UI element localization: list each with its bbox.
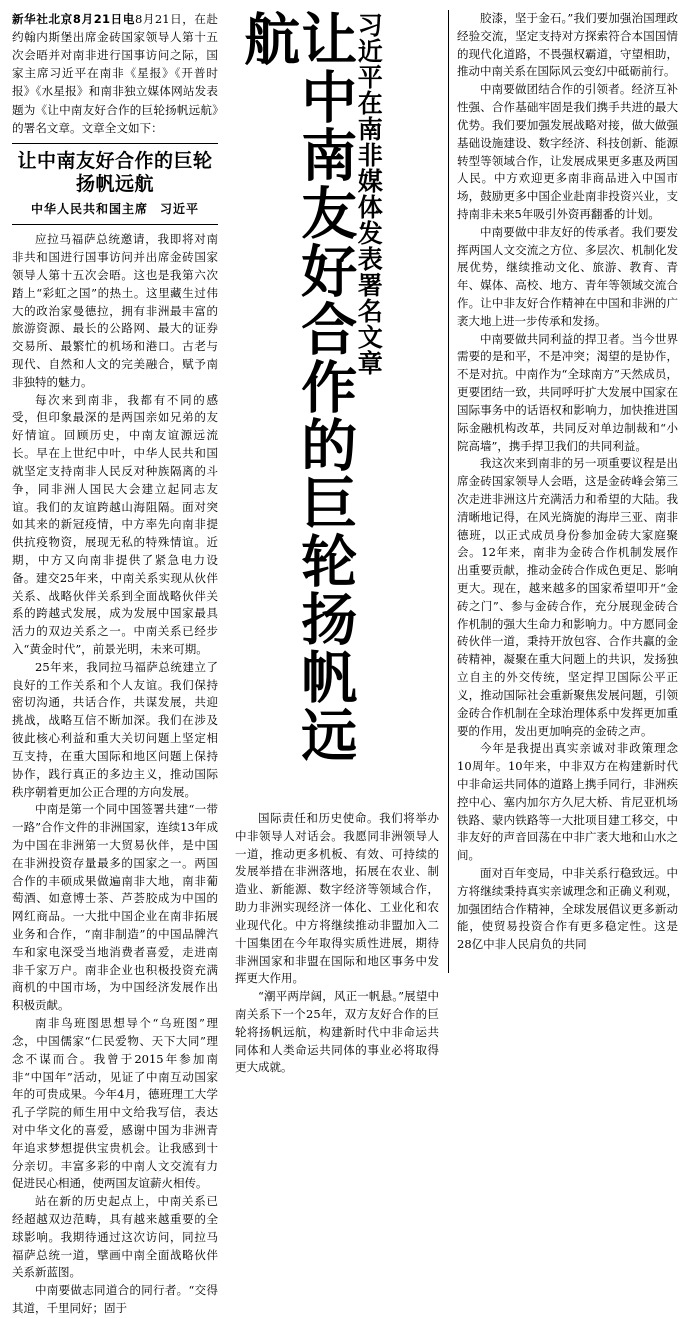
vertical-headline-sub: 习近平在南非媒体发表署名文章 [354,12,384,376]
column-left [12,10,226,1316]
column-middle-body [235,810,439,1075]
paragraph: 中南要做中非友好的传承者。我们要发挥两国人文交流之方位、多层次、机制化发展优势，继续推动文化、旅游、教育、青年、媒体、高校、地方、青年等领域交流合作。让中非友好合作精神在中国和非洲的广袤大地上进一步传承和发扬。 [457,224,678,328]
paragraph: 面对百年变局，中非关系行稳致远。中方将继续秉持真实亲诚理念和正确义利观，加强团结合作精神，全球发展倡议更多新动能，使贸易投资合作有更多稳定性。这是28亿中非人民肩负的共同 [457,866,678,952]
byline-name: 习近平 [160,202,200,217]
byline-org: 中华人民共和国主席 [30,202,148,217]
lede-text: 8月21日，在赴约翰内斯堡出席金砖国家领导人第十五次会晤并对南非进行国事访问之际，国家主席习近平在南非《星报》《开普时报》《水星报》和南非独立媒体网站发表题为《让中南友好合作的巨轮扬帆远航》的署名文章。文章全文如下： [12,12,218,135]
paragraph: “潮平两岸阔，风正一帆悬。”展望中南关系下一个25年，双方友好合作的巨轮将扬帆远航，构建新时代中非命运共同体和人类命运共同体的事业必将取得更大成就。 [235,989,439,1075]
byline [12,200,218,217]
paragraph: 中南要做志同道合的同行者。“交得其道，千里同好；固于 [12,1283,218,1316]
paragraph: 25年来，我同拉马福萨总统建立了良好的工作关系和个人友谊。我们保持密切沟通，共话合作，共谋发展，共迎挑战，战略互信不断加深。我们在涉及彼此核心利益和重大关切问题上坚定相互支持，在重大国际和地区问题上保持协作，践行真正的多边主义，推动国际秩序朝着更加公正合理的方向发展。 [12,659,218,799]
paragraph: 站在新的历史起点上，中南关系已经超越双边范畴，具有越来越重要的全球影响。我期待通过这次访问，同拉马福萨总统一道，擘画中南全面战略伙伴关系新蓝图。 [12,1194,218,1280]
paragraph: 我这次来到南非的另一项重要议程是出席金砖国家领导人会晤，这是金砖峰会第三次走进非洲这片充满活力和希望的大陆。我清晰地记得，在风光旖旎的海岸三亚、南非德班，以正式成员身份参加金砖大家庭聚会。12年来，南非为金砖合作机制发展作出重要贡献，推动金砖合作成色更足、影响更大。现在，越来越多的国家希望叩开“金砖之门”、参与金砖合作，充分展现金砖合作机制的强大生命力和影响力。中方愿同金砖伙伴一道，秉持开放包容、合作共赢的金砖精神，凝聚在重大问题上的共识，发扬独立自主的外交传统，坚定捍卫国际公平正义，推动国际社会重新聚焦发展问题，引领金砖合作机制在全球治理体系中发挥更加重要的作用，发出更加响亮的金砖之声。 [457,456,678,738]
paragraph: 国际责任和历史使命。我们将举办中非领导人对话会。我愿同非洲领导人一道，推动更多机板、有效、可持续的发展举措在非洲落地，拓展在农业、制造业、新能源、数字经济等领域合作，助力非洲实现经济一体化、工业化和农业现代化。中方将继续推动非盟加入二十国集团在今年取得实质性进展，期待非洲国家和非盟在国际和地区事务中发挥更大作用。 [235,811,439,986]
column-right-body [457,10,678,954]
dateline: 新华社北京8月21日电 [12,12,135,26]
page-title: 让中南友好合作的巨轮扬帆远航 [17,149,213,195]
column-left-body [12,231,218,1318]
column-middle [226,10,448,1075]
paragraph: 中南要做团结合作的引领者。经济互补性强、合作基础牢固是我们携手共进的最大优势。我们要加强发展战略对接，做大做强基础设施建设、数字经济、科技创新、能源转型等领域合作，让发展成果更多惠及两国人民。中方欢迎更多南非商品进入中国市场，鼓励更多中国企业赴南非投资兴业，支持南非未来5年吸引外资再翻番的计划。 [457,82,678,221]
lede-paragraph [12,10,218,137]
headline-zone [12,143,218,226]
vertical-headline-main: 让中南友好合作的巨轮扬帆远航 [235,10,358,764]
paragraph: 今年是我提出真实亲诚对非政策理念10周年。10年来，中非双方在构建新时代中非命运共同体的道路上携手同行，非洲疾控中心、塞内加尔方久尼大桥、肯尼亚机场铁路、蒙内铁路等一大批项目建工移交，中非友好的声音回荡在中非广袤大地和山水之间。 [457,741,678,863]
paragraph: 应拉马福萨总统邀请，我即将对南非共和国进行国事访问并出席金砖国家领导人第十五次会晤。这也是我第六次踏上“彩虹之国”的热土。这里藏生过伟大的政治家曼德拉，拥有非洲最丰富的旅游资源、最长的公路网、最大的证券交易所、最繁忙的机场和港口。古老与现代、自然和人文的完美融合，赋予南非独特的魅力。 [12,232,218,389]
paragraph: 中南是第一个同中国签署共建“一带一路”合作文件的非洲国家，连续13年成为中国在非洲第一大贸易伙伴，是中国在非洲投资存量最多的国家之一。两国合作的丰硕成果做遍南非大地，南非葡萄酒、如意博士茶、芦荟胶成为中国的网红商品。一大批中国企业在南非拓展业务和合作，“南非制造”的中国品牌汽车和家电深受当地消费者喜爱，走进南非千家万户。南非企业也积极投资充满商机的中国市场，为中国经济发展作出积极贡献。 [12,802,218,1013]
paragraph: 南非鸟班图思想导个“乌班图”理念，中国儒家“仁民爱物、天下大同”理念不谋而合。我曾于2015年参加南非“中国年”活动，见证了中南互动国家年的可贵成果。今年4月，德班理工大学孔子学院的师生用中文给我写信，表达对中华文化的喜爱，感谢中国为非洲青年追求梦想提供宝贵机会。让我感到十分亲切。丰富多彩的中南人文交流有力促进民心相通，使两国友谊薪火相传。 [12,1016,218,1191]
paragraph: 胶漆，坚于金石。”我们要加强治国理政经验交流，坚定支持对方探索符合本国国情的现代化道路，不畏强权霸道，守望相助，推动中南关系在国际风云变幻中砥砺前行。 [457,11,678,79]
paragraph: 每次来到南非，我都有不同的感受，但印象最深的是两国亲如兄弟的友好情谊。回顾历史，中南友谊源远流长。早在上世纪中叶，中华人民共和国就坚定支持南非人民反对种族隔离的斗争，同非洲人国民大会建立起同志友谊。我们的友谊跨越山海阻隔。面对突如其来的新冠疫情，中方率先向南非提供抗疫物资，展现无私的特殊情谊。近期，中方又向南非提供了紧急电力设备。建交25年来，中南关系实现从伙伴关系、战略伙伴关系到全面战略伙伴关系的跨越式发展，成为发展中国家最具活力的双边关系之一。中南关系已经步入“黄金时代”，前景光明，未来可期。 [12,392,218,656]
column-right [448,10,678,973]
paragraph: 中南要做共同利益的捍卫者。当今世界需要的是和平，不是冲突；渴望的是协作，不是对抗。中南作为“全球南方”天然成员，更要团结一致，共同呼吁扩大发展中国家在国际事务中的话语权和影响力，加快推进国际金融机构改革，共同反对单边制裁和“小院高墙”，携手捍卫我们的共同利益。 [457,331,678,453]
